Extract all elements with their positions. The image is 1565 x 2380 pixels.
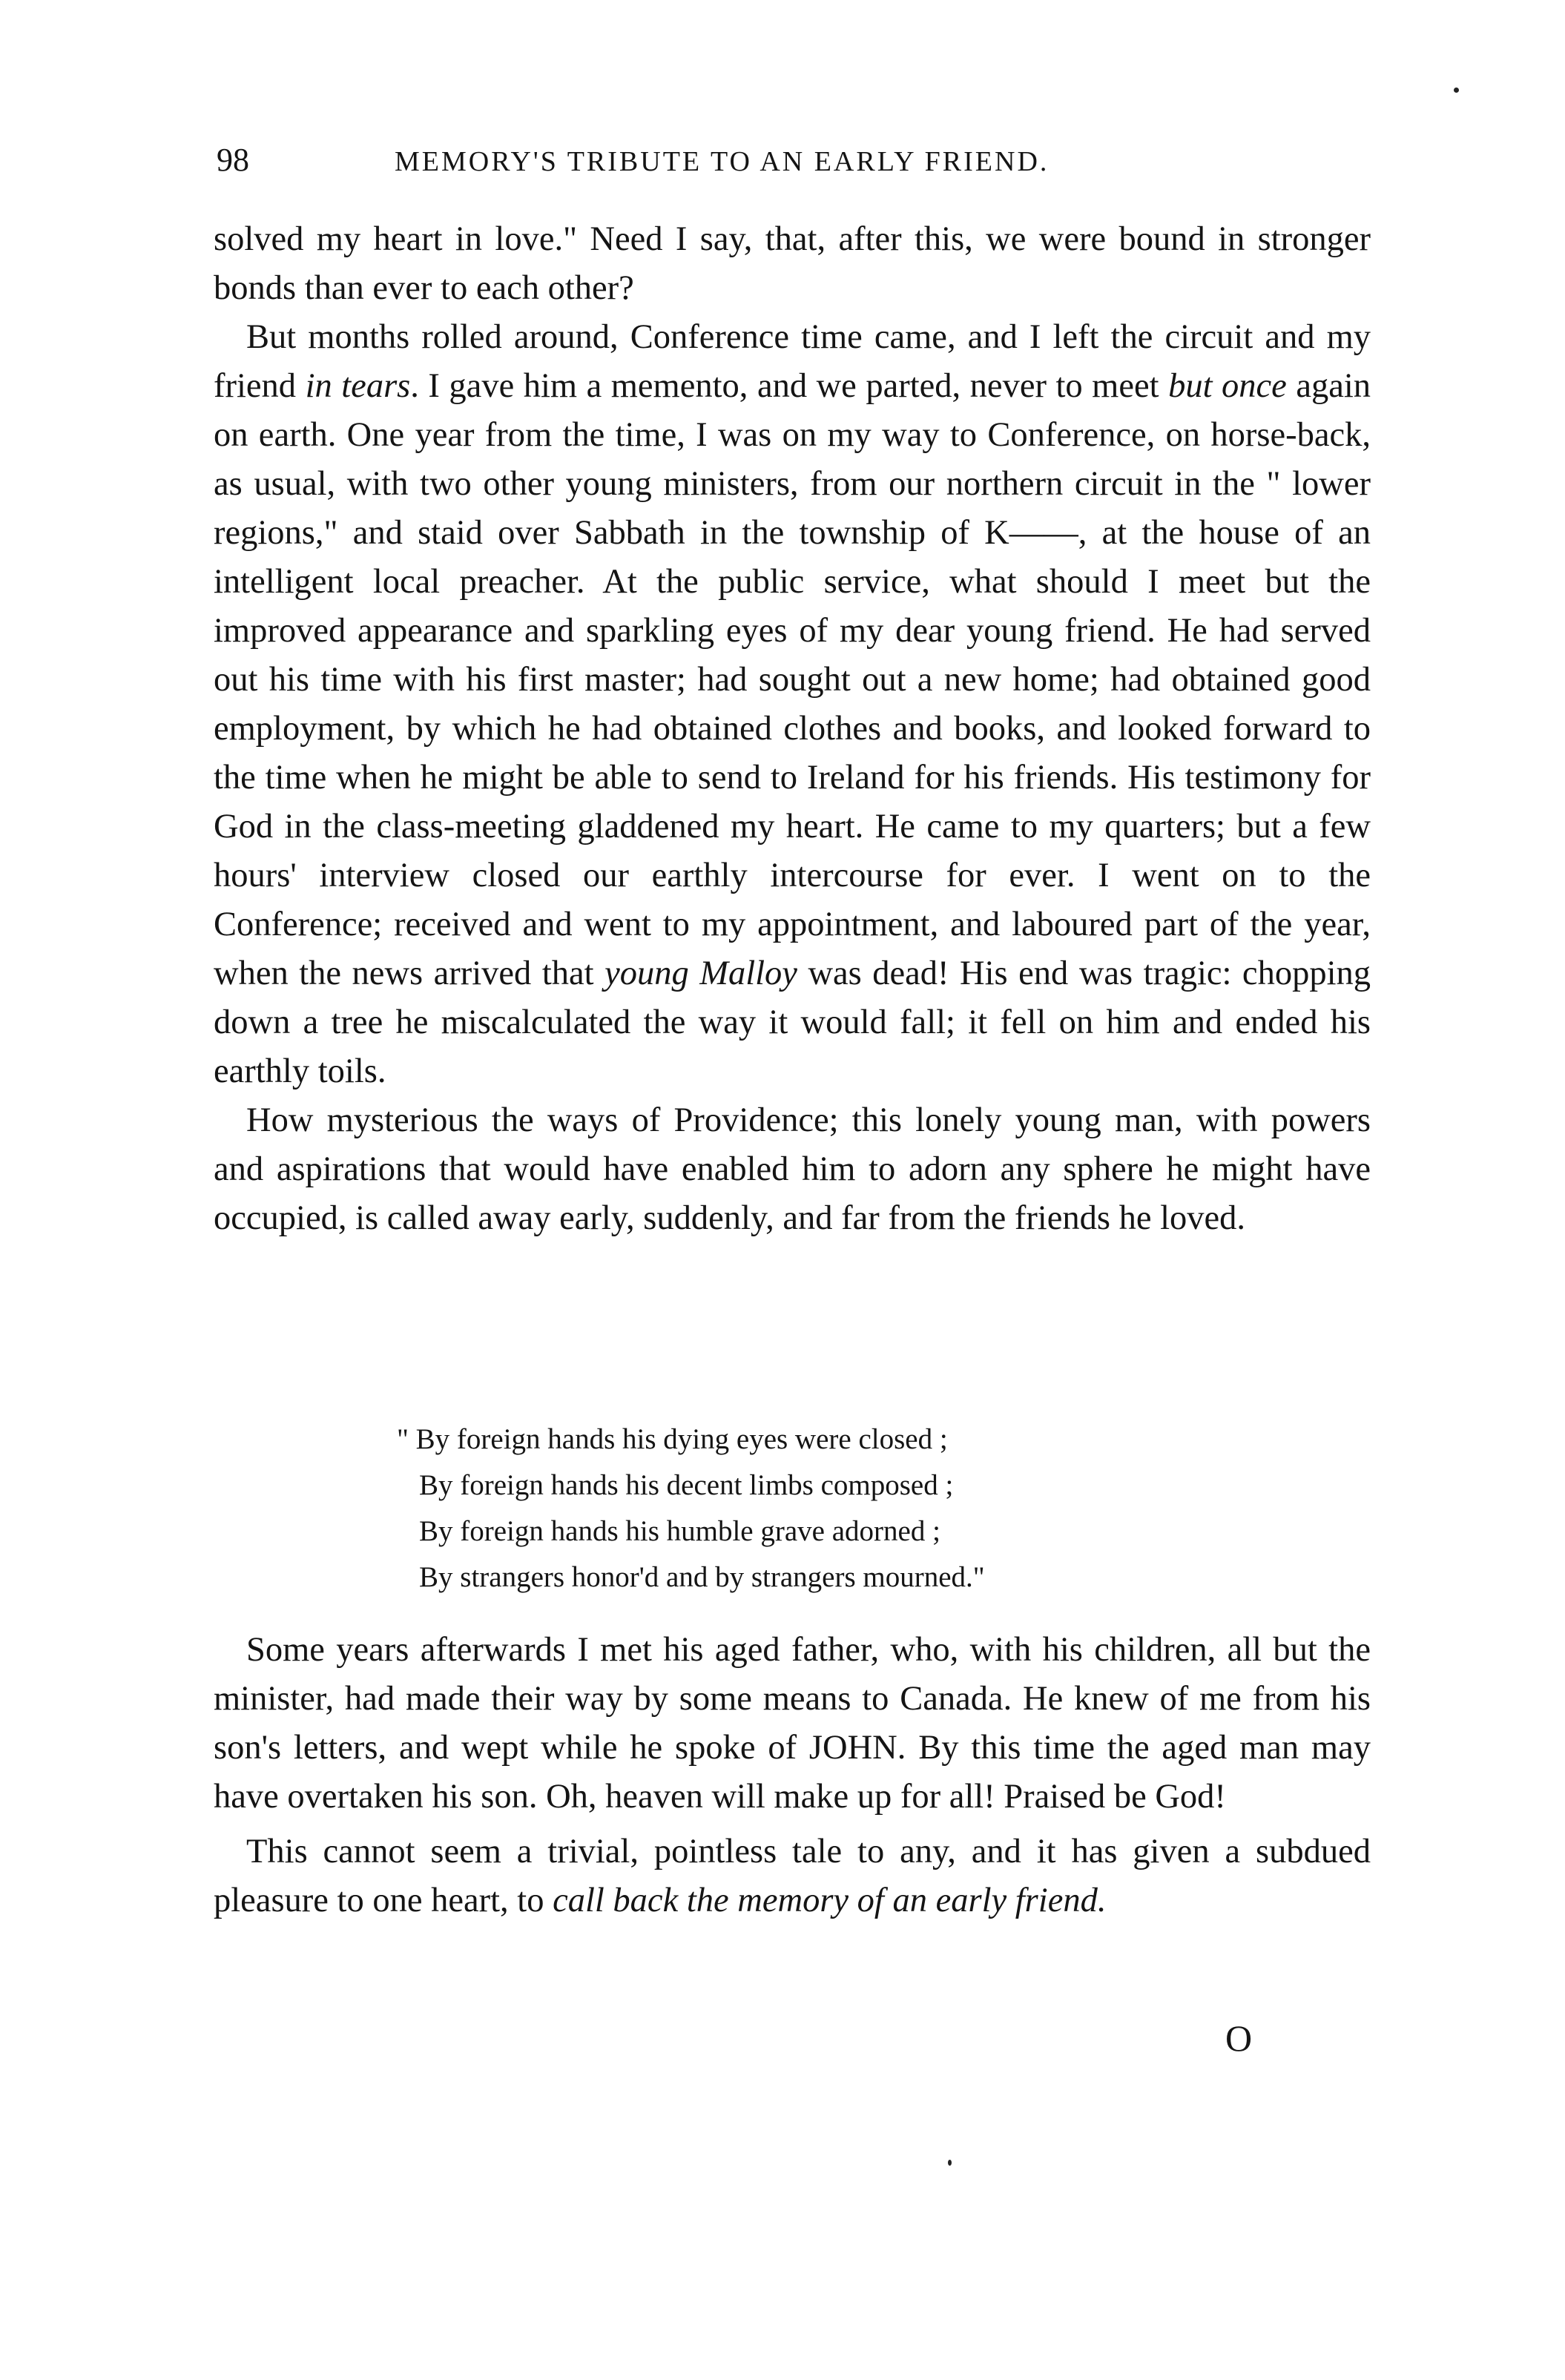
- paragraph-4: Some years afterwards I met his aged father, who, with his children, all but the minister, had made their way by some means to Canada. He knew of me from his son's letters, and wept while he spoke of JOHN. By this time the aged man may have overtaken his son. Oh, heaven will make up for all! Praised be God!: [214, 1631, 1371, 1816]
- paragraph-1: solved my heart in love." Need I say, that, after this, we were bound in stronger bonds than ever to each other?: [214, 220, 1371, 307]
- paragraph-5-text-a: This cannot seem a trivial, pointless tale to any, and it has given a subdued pleasure to one heart, to: [214, 1833, 1371, 1919]
- closing-text: [214, 1626, 1371, 1925]
- paragraph-2: [214, 313, 1371, 1096]
- signature-letter: O: [1225, 2017, 1253, 2059]
- running-head: MEMORY'S TRIBUTE TO AN EARLY FRIEND.: [395, 146, 1050, 177]
- print-speck: [948, 2160, 952, 2166]
- verse-quotation: [397, 1417, 1213, 1601]
- paragraph-5: [214, 1827, 1371, 1925]
- verse-line-2: By foreign hands his decent limbs composed ;: [419, 1469, 954, 1501]
- paragraph-2-text-g: was dead! His end was tragic: chopping down a tree he miscalculated the way it would fall; it fell on him and ended his earthly toils.: [214, 955, 1371, 1090]
- page-header: [217, 141, 1374, 185]
- print-speck: [1454, 88, 1459, 93]
- verse-line-1: " By foreign hands his dying eyes were closed ;: [397, 1423, 948, 1455]
- paragraph-2-italic-young-malloy: young Malloy: [604, 955, 797, 992]
- main-text: [214, 215, 1371, 1243]
- paragraph-3: How mysterious the ways of Providence; this lonely young man, with powers and aspirations that would have enabled him to adorn any sphere he might have occupied, is called away early, suddenly, and far from the friends he loved.: [214, 1101, 1371, 1237]
- page-number: 98: [217, 142, 249, 178]
- verse-line-3: By foreign hands his humble grave adorned ;: [419, 1515, 940, 1547]
- paragraph-2-text-e: again on earth. One year from the time, I was on my way to Conference, on horse-back, as usual, with two other young ministers, from our northern circuit in the " lower regions," and staid over Sabbath in the township of K——, at the house of an intelligent local preacher. At the public service, what should I meet but the improved appearance and sparkling eyes of my dear young friend. He had served out his time with his first master; had sought out a new home; had obtained good employment, by which he had obtained clothes and books, and looked forward to the time when he might be able to send to Ireland for his friends. His testimony for God in the class-meeting gladdened my heart. He came to my quarters; but a few hours' interview closed our earthly intercourse for ever. I went on to the Conference; received and went to my appointment, and laboured part of the year, when the news arrived that: [214, 367, 1371, 992]
- paragraph-2-text-a: But months rolled around, Conference time came, and I left the circuit and my friend: [214, 318, 1371, 405]
- paragraph-2-italic-but-once: but once: [1168, 367, 1287, 405]
- paragraph-2-text-c: . I gave him a memento, and we parted, never to meet: [410, 367, 1169, 405]
- verse-line-4: By strangers honor'd and by strangers mourned.": [419, 1561, 985, 1593]
- paragraph-5-italic-closing: call back the memory of an early friend.: [553, 1882, 1107, 1919]
- paragraph-2-italic-tears: in tears: [305, 367, 411, 405]
